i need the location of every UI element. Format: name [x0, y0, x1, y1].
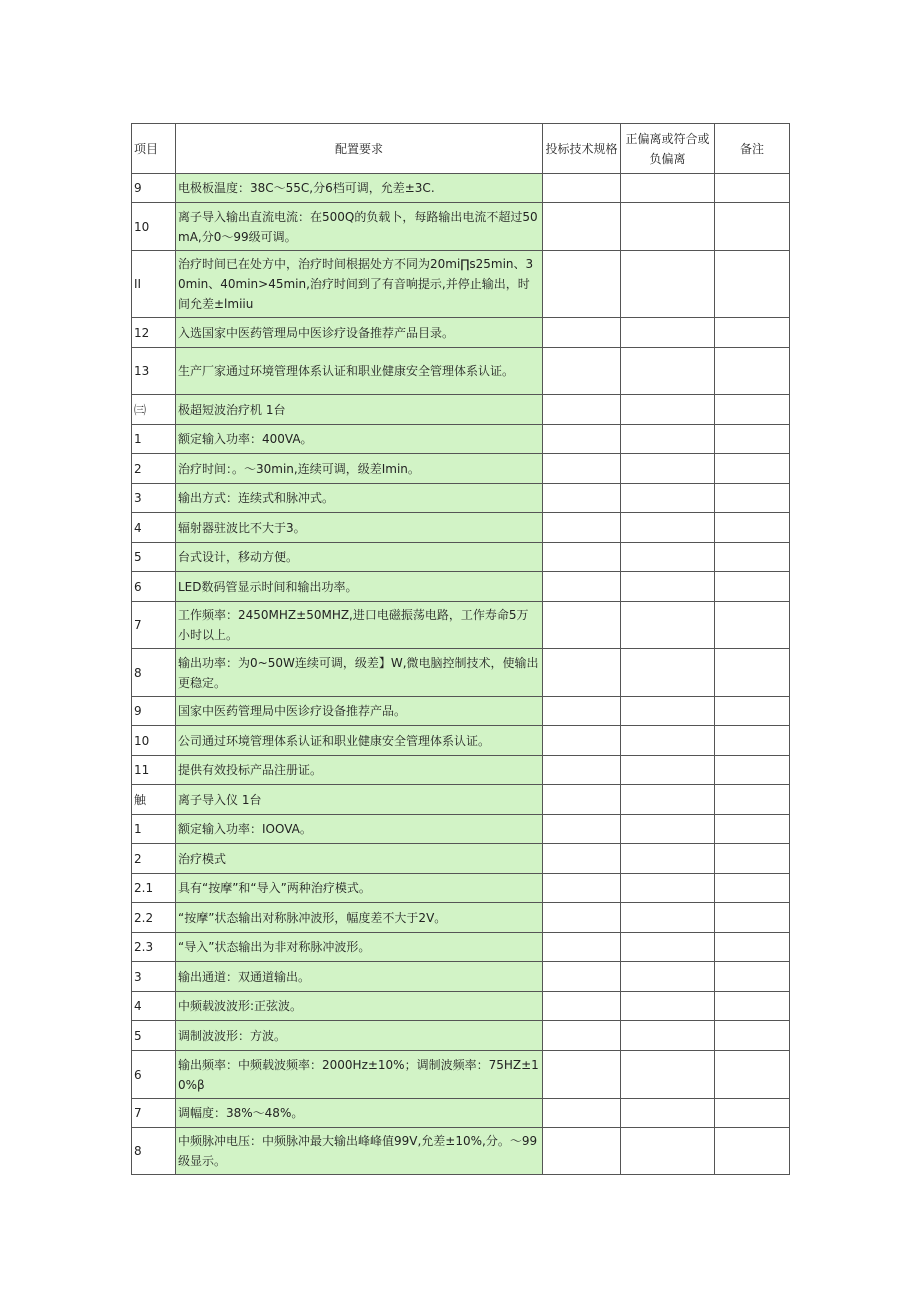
requirement-text: 生产厂家通过环境管理体系认证和职业健康安全管理体系认证。 [176, 348, 543, 395]
requirement-text: 台式设计，移动方便。 [176, 543, 543, 572]
item-number: 8 [132, 649, 176, 697]
header-note: 备注 [715, 124, 790, 174]
requirement-text: 具有“按摩”和“导入”两种治疗模式。 [176, 874, 543, 903]
tech-spec-cell [543, 756, 621, 785]
item-number: 2.1 [132, 874, 176, 903]
requirement-text: 额定输入功率：400VA。 [176, 425, 543, 454]
requirement-text: 治疗模式 [176, 844, 543, 874]
requirement-text: 治疗时间：。～30min,连续可调，级差Imin。 [176, 454, 543, 484]
requirement-text: “按摩”状态输出对称脉冲波形，幅度差不大于2V。 [176, 903, 543, 933]
tech-spec-cell [543, 874, 621, 903]
note-cell [715, 903, 790, 933]
item-number: 8 [132, 1128, 176, 1175]
table-header-row [132, 124, 790, 174]
deviation-cell [621, 815, 715, 844]
deviation-cell [621, 1128, 715, 1175]
table-row [132, 425, 790, 454]
requirement-text: 电极板温度：38C～55C,分6档可调，允差±3C. [176, 174, 543, 203]
item-number: 触 [132, 785, 176, 815]
tech-spec-cell [543, 318, 621, 348]
requirement-text: 调制波波形：方波。 [176, 1021, 543, 1051]
table-row [132, 697, 790, 726]
note-cell [715, 572, 790, 602]
note-cell [715, 1021, 790, 1051]
item-number: II [132, 251, 176, 318]
requirement-text: 工作频率：2450MHZ±50MHZ,进口电磁振荡电路，工作寿命5万小时以上。 [176, 602, 543, 649]
deviation-cell [621, 697, 715, 726]
table-row [132, 815, 790, 844]
tech-spec-cell [543, 348, 621, 395]
note-cell [715, 756, 790, 785]
deviation-cell [621, 1099, 715, 1128]
table-row [132, 992, 790, 1021]
tech-spec-cell [543, 602, 621, 649]
item-number: 4 [132, 513, 176, 543]
tech-spec-cell [543, 903, 621, 933]
table-row [132, 513, 790, 543]
header-tech-spec: 投标技术规格 [543, 124, 621, 174]
note-cell [715, 1128, 790, 1175]
deviation-cell [621, 602, 715, 649]
deviation-cell [621, 756, 715, 785]
note-cell [715, 543, 790, 572]
note-cell [715, 454, 790, 484]
note-cell [715, 203, 790, 251]
tech-spec-cell [543, 454, 621, 484]
deviation-cell [621, 572, 715, 602]
requirement-text: 输出通道：双通道输出。 [176, 962, 543, 992]
item-number: 1 [132, 425, 176, 454]
note-cell [715, 1099, 790, 1128]
item-number: ㈢ [132, 395, 176, 425]
table-row [132, 602, 790, 649]
deviation-cell [621, 543, 715, 572]
requirement-text: 输出功率：为0~50W连续可调，级差】W,微电脑控制技术，使输出更稳定。 [176, 649, 543, 697]
item-number: 11 [132, 756, 176, 785]
item-number: 2 [132, 454, 176, 484]
deviation-cell [621, 992, 715, 1021]
item-number: 10 [132, 203, 176, 251]
item-number: 9 [132, 697, 176, 726]
requirement-text: 离子导入输出直流电流：在500Q的负载卜，每路输出电流不超过50mA,分0～99级可调。 [176, 203, 543, 251]
requirement-text: 治疗时间已在处方中，治疗时间根据处方不同为20mi∏s25min、30min、40min>45min,治疗时间到了有音响提示,并停止输出，时间允差±lmiiu [176, 251, 543, 318]
tech-spec-cell [543, 697, 621, 726]
deviation-cell [621, 318, 715, 348]
item-number: 5 [132, 1021, 176, 1051]
tech-spec-cell [543, 992, 621, 1021]
item-number: 3 [132, 484, 176, 513]
note-cell [715, 318, 790, 348]
table-row [132, 649, 790, 697]
requirement-text: 国家中医药管理局中医诊疗设备推荐产品。 [176, 697, 543, 726]
note-cell [715, 1051, 790, 1099]
header-item: 项目 [132, 124, 176, 174]
item-number: 2.2 [132, 903, 176, 933]
tech-spec-cell [543, 1021, 621, 1051]
note-cell [715, 425, 790, 454]
deviation-cell [621, 903, 715, 933]
deviation-cell [621, 874, 715, 903]
item-number: 6 [132, 1051, 176, 1099]
requirement-text: 极超短波治疗机 1台 [176, 395, 543, 425]
note-cell [715, 844, 790, 874]
header-requirement: 配置要求 [176, 124, 543, 174]
note-cell [715, 962, 790, 992]
specification-table [131, 123, 790, 1175]
deviation-cell [621, 425, 715, 454]
deviation-cell [621, 962, 715, 992]
deviation-cell [621, 251, 715, 318]
tech-spec-cell [543, 1051, 621, 1099]
tech-spec-cell [543, 395, 621, 425]
item-number: 13 [132, 348, 176, 395]
note-cell [715, 174, 790, 203]
table-row [132, 251, 790, 318]
note-cell [715, 726, 790, 756]
table-row [132, 903, 790, 933]
note-cell [715, 697, 790, 726]
tech-spec-cell [543, 251, 621, 318]
table-row [132, 1051, 790, 1099]
requirement-text: 入选国家中医药管理局中医诊疗设备推荐产品目录。 [176, 318, 543, 348]
tech-spec-cell [543, 1128, 621, 1175]
item-number: 2.3 [132, 933, 176, 962]
tech-spec-cell [543, 203, 621, 251]
table-row [132, 395, 790, 425]
tech-spec-cell [543, 543, 621, 572]
deviation-cell [621, 1051, 715, 1099]
tech-spec-cell [543, 726, 621, 756]
table-row [132, 1128, 790, 1175]
tech-spec-cell [543, 933, 621, 962]
note-cell [715, 395, 790, 425]
table-row [132, 1099, 790, 1128]
tech-spec-cell [543, 174, 621, 203]
table-body [132, 174, 790, 1175]
table-row [132, 1021, 790, 1051]
deviation-cell [621, 1021, 715, 1051]
tech-spec-cell [543, 962, 621, 992]
table-row [132, 318, 790, 348]
note-cell [715, 484, 790, 513]
note-cell [715, 602, 790, 649]
note-cell [715, 933, 790, 962]
requirement-text: LED数码管显示时间和输出功率。 [176, 572, 543, 602]
table-row [132, 484, 790, 513]
note-cell [715, 992, 790, 1021]
table-row [132, 844, 790, 874]
note-cell [715, 348, 790, 395]
requirement-text: 输出方式：连续式和脉冲式。 [176, 484, 543, 513]
table-row [132, 572, 790, 602]
deviation-cell [621, 933, 715, 962]
tech-spec-cell [543, 484, 621, 513]
item-number: 4 [132, 992, 176, 1021]
note-cell [715, 815, 790, 844]
deviation-cell [621, 844, 715, 874]
table-row [132, 933, 790, 962]
requirement-text: 额定输入功率：IOOVA。 [176, 815, 543, 844]
table-row [132, 348, 790, 395]
deviation-cell [621, 785, 715, 815]
deviation-cell [621, 395, 715, 425]
deviation-cell [621, 348, 715, 395]
note-cell [715, 874, 790, 903]
deviation-cell [621, 513, 715, 543]
requirement-text: 中频脉冲电压：中频脉冲最大输出峰峰值99V,允差±10%,分。～99级显示。 [176, 1128, 543, 1175]
deviation-cell [621, 203, 715, 251]
tech-spec-cell [543, 1099, 621, 1128]
table-row [132, 962, 790, 992]
table-row [132, 785, 790, 815]
deviation-cell [621, 484, 715, 513]
item-number: 3 [132, 962, 176, 992]
item-number: 1 [132, 815, 176, 844]
requirement-text: “导入”状态输出为非对称脉冲波形。 [176, 933, 543, 962]
item-number: 9 [132, 174, 176, 203]
note-cell [715, 513, 790, 543]
note-cell [715, 649, 790, 697]
note-cell [715, 251, 790, 318]
table-row [132, 203, 790, 251]
tech-spec-cell [543, 815, 621, 844]
table-row [132, 756, 790, 785]
tech-spec-cell [543, 425, 621, 454]
tech-spec-cell [543, 649, 621, 697]
requirement-text: 中频载波波形:正弦波。 [176, 992, 543, 1021]
table-row [132, 726, 790, 756]
item-number: 7 [132, 602, 176, 649]
requirement-text: 输出频率：中频载波频率：2000Hz±10%；调制波频率：75HZ±10%β [176, 1051, 543, 1099]
tech-spec-cell [543, 513, 621, 543]
deviation-cell [621, 174, 715, 203]
item-number: 2 [132, 844, 176, 874]
requirement-text: 辐射器驻波比不大于3。 [176, 513, 543, 543]
item-number: 10 [132, 726, 176, 756]
header-deviation: 正偏离或符合或负偏离 [621, 124, 715, 174]
item-number: 7 [132, 1099, 176, 1128]
requirement-text: 调幅度：38%～48%。 [176, 1099, 543, 1128]
item-number: 5 [132, 543, 176, 572]
note-cell [715, 785, 790, 815]
tech-spec-cell [543, 785, 621, 815]
requirement-text: 离子导入仪 1台 [176, 785, 543, 815]
table-row [132, 874, 790, 903]
requirement-text: 提供有效投标产品注册证。 [176, 756, 543, 785]
deviation-cell [621, 726, 715, 756]
table-row [132, 454, 790, 484]
tech-spec-cell [543, 572, 621, 602]
deviation-cell [621, 454, 715, 484]
item-number: 6 [132, 572, 176, 602]
item-number: 12 [132, 318, 176, 348]
tech-spec-cell [543, 844, 621, 874]
requirement-text: 公司通过环境管理体系认证和职业健康安全管理体系认证。 [176, 726, 543, 756]
table-row [132, 543, 790, 572]
deviation-cell [621, 649, 715, 697]
table-row [132, 174, 790, 203]
